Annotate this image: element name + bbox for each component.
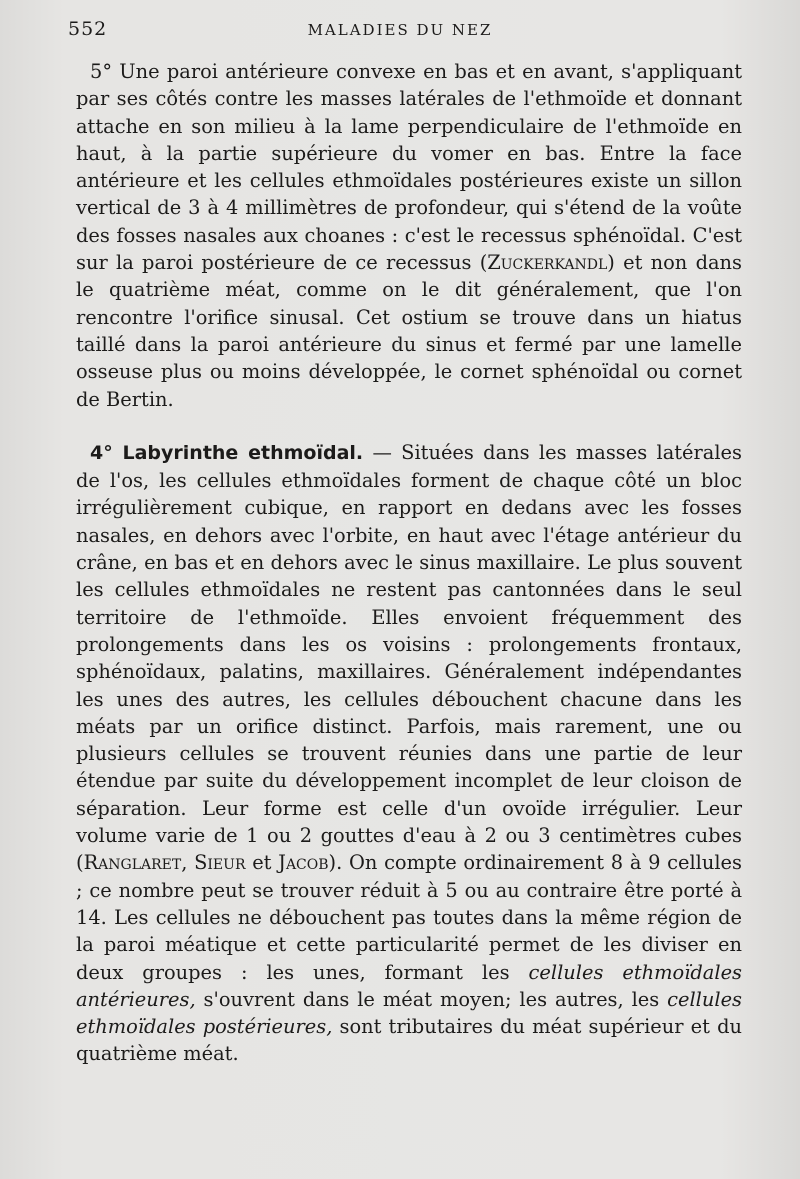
author-citation: Zuckerkandl: [487, 251, 608, 275]
italic-term: cellules ethmoïdales antérieures,: [76, 960, 742, 1011]
author-citation: Ranglaret: [83, 851, 182, 875]
page-number: 552: [68, 18, 108, 40]
italic-term: cellules ethmoïdales postérieures,: [76, 987, 742, 1039]
paragraph-text: s'ouvrent dans le méat moyen; les autres, les: [195, 987, 668, 1011]
body-text: [76, 58, 742, 1068]
section-heading: 4° Labyrinthe ethmoïdal.: [90, 441, 364, 464]
author-citation: Jacob: [278, 851, 329, 875]
page-header: [68, 14, 728, 44]
author-citation: Sieur: [194, 851, 246, 875]
paragraph-text: — Situées dans les masses latérales de l'os, les cellules ethmoïdales forment de chaque côté un bloc irrégulièrement cubique, en rapport en dedans avec les fosses nasales, en dehors avec l'orbite, en haut avec l'étage antérieur du crâne, en bas et en dehors avec le sinus maxillaire. Le plus souvent les cellules ethmoïdales ne restent pas cantonnées dans le seul territoire de l'ethmoïde. Elles envoient fréquemment des prolongements dans les os voisins : prolongements frontaux, sphénoïdaux, palatins, maxillaires. Généralement indépendantes les unes des autres, les cellules débouchent chacune dans les méats par un orifice distinct. Parfois, mais rarement, une ou plusieurs cellules se trouvent réunies dans une partie de leur étendue par suite du développement incomplet de leur cloison de séparation. Leur forme est celle d'un ovoïde irrégulier. Leur volume varie de 1 ou 2 gouttes d'eau à 2 ou 3 centimètres cubes (: [76, 440, 742, 875]
paragraph-text: sont tributaires du méat supérieur et du quatrième méat.: [76, 1015, 742, 1066]
paragraph-text: 5° Une paroi antérieure convexe en bas et en avant, s'appliquant par ses côtés contre les masses latérales de l'ethmoïde et donnant attache en son milieu à la lame perpendiculaire de l'ethmoïde en haut, à la partie supérieure du vomer en bas. Entre la face antérieure et les cellules ethmoïdales postérieures existe un sillon vertical de 3 à 4 millimètres de profondeur, qui s'étend de la voûte des fosses nasales aux choanes : c'est le recessus sphénoïdal. C'est sur la paroi postérieure de ce recessus (: [76, 60, 742, 275]
paragraph-labyrinthe-ethmoidal: [76, 439, 742, 1068]
running-title: MALADIES DU NEZ: [307, 21, 493, 39]
citation-separator: et: [245, 851, 279, 875]
paragraph-text: ). On compte ordinairement 8 à 9 cellules ; ce nombre peut se trouver réduit à 5 ou au contraire être porté à 14. Les cellules ne débouchent pas toutes dans la même région de la paroi méatique et cette particularité permet de les diviser en deux groupes : les unes, formant les: [76, 851, 742, 984]
citation-separator: ,: [181, 851, 195, 875]
paragraph-text: ) et non dans le quatrième méat, comme on le dit généralement, que l'on rencontre l'orifice sinusal. Cet ostium se trouve dans un hiatus taillé dans la paroi antérieure du sinus et fermé par une lamelle osseuse plus ou moins développée, le cornet sphénoïdal ou cornet de Bertin.: [76, 251, 742, 411]
paragraph-paroi-anterieure: [76, 58, 742, 413]
